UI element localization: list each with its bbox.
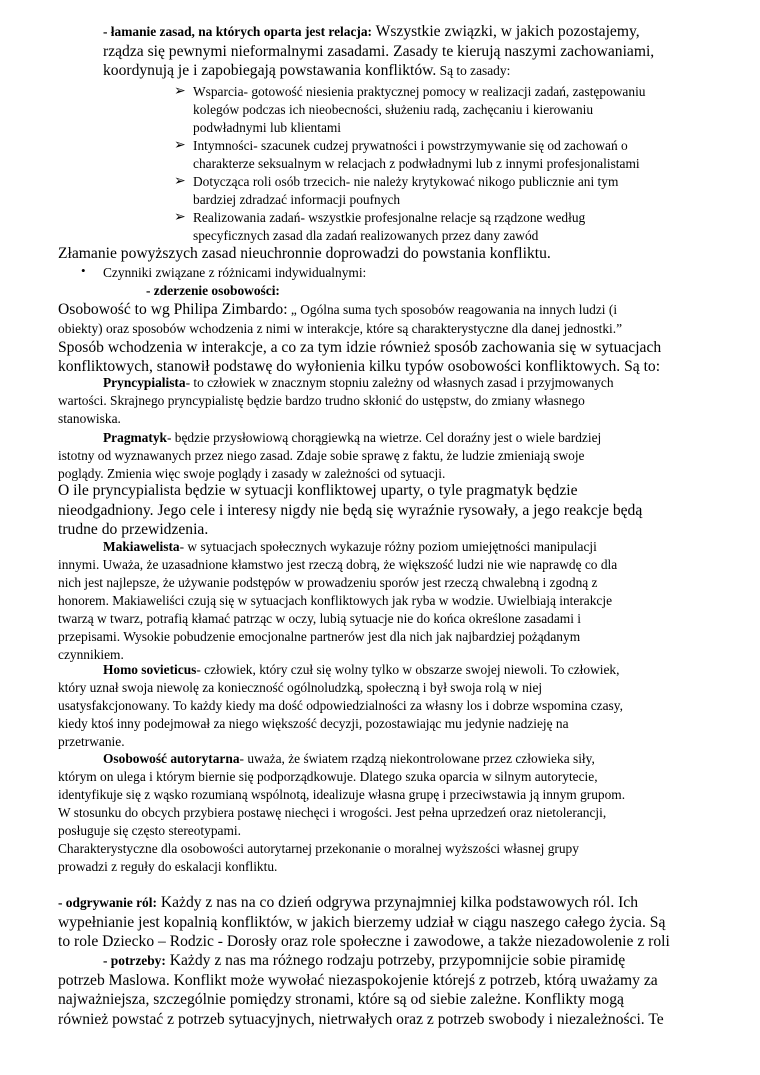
type-line: którym on ulega i którym biernie się podporządkowuje. Dlatego szuka oparcia w silnym autorytecie, bbox=[58, 769, 598, 784]
autorytarna-summary bbox=[58, 840, 579, 876]
arrow-bullet-icon: ➢ bbox=[174, 138, 186, 153]
arrow-bullet-icon: ➢ bbox=[174, 84, 186, 99]
rule-item bbox=[193, 209, 585, 245]
roles-line: to role Dziecko – Rodzic - Dorosły oraz role społeczne i zawodowe, a także niezadowolenie z roli bbox=[58, 933, 670, 950]
summary-line: prowadzi z reguły do eskalacji konfliktu. bbox=[58, 859, 278, 874]
type-pragmatyk bbox=[58, 429, 601, 483]
type-line: - uważa, że światem rządzą niekontrolowane przez człowieka siły, bbox=[239, 751, 595, 766]
zimbardo-block bbox=[58, 300, 661, 377]
needs-label: - potrzeby: bbox=[103, 953, 166, 968]
type-line: posługuje się często stereotypami. bbox=[58, 823, 241, 838]
rule-line: podwładnymi lub klientami bbox=[193, 120, 342, 135]
rule-item bbox=[193, 173, 618, 209]
type-line: przepisami. Wysokie pobudzenie emocjonalne partnerów jest dla nich jak najbardziej pożądanym bbox=[58, 629, 581, 644]
type-line: istotny od wyznawanych przez niego zasad. Zdaje sobie sprawę z faktu, że ludzie zmieniają swoje bbox=[58, 448, 585, 463]
intro-line: Są to zasady: bbox=[436, 63, 511, 78]
roles-label: - odgrywanie ról: bbox=[58, 895, 157, 910]
type-homo-sovieticus bbox=[58, 661, 623, 751]
type-name: Makiawelista bbox=[103, 539, 180, 554]
type-makiawelista bbox=[58, 538, 617, 664]
roles-line: Każdy z nas na co dzień odgrywa przynajmniej kilka podstawowych ról. Ich bbox=[156, 894, 639, 911]
intro-line: rządza się pewnymi nieformalnymi zasadami. Zasady te kierują naszymi zachowaniami, bbox=[103, 42, 655, 60]
intro-block bbox=[103, 22, 654, 81]
individual-label: Czynniki związane z różnicami indywidualnymi: bbox=[103, 265, 367, 280]
needs-line: również powstać z potrzeb sytuacyjnych, nietrwałych oraz z potrzeb swobody i niezależności. Te bbox=[58, 1010, 664, 1028]
type-line: poglądy. Zmienia więc swoje poglądy i zasady w zależności od sytuacji. bbox=[58, 466, 446, 481]
rule-item bbox=[193, 137, 640, 173]
type-name: Pragmatyk bbox=[103, 430, 167, 445]
type-line: czynnikiem. bbox=[58, 647, 124, 662]
individual-subheading bbox=[146, 282, 280, 300]
type-line: identyfikuje się z wąsko rozumianą wspólnotą, idealizuje własna grupę i przeciwstawia ją innym grupom. bbox=[58, 787, 626, 802]
needs-line: najważniejsza, szczególnie pomiędzy stronami, które są od siebie zależne. Konflikty mogą bbox=[58, 991, 624, 1008]
rule-line: specyficznych zasad dla zadań realizowanych przez dany zawód bbox=[193, 228, 539, 243]
zimbardo-line: Osobowość to wg Philipa Zimbardo: bbox=[58, 301, 288, 318]
type-line: wartości. Skrajnego pryncypialistę będzie bardzo trudno skłonić do ustępstw, do zmiany własnego bbox=[58, 393, 585, 408]
type-name: Homo sovieticus bbox=[103, 662, 197, 677]
type-line: - to człowiek w znacznym stopniu zależny od własnych zasad i przyjmowanych bbox=[185, 375, 614, 390]
summary-line: Charakterystyczne dla osobowości autorytarnej przekonanie o moralnej wyższości własnej grupy bbox=[58, 841, 579, 856]
type-line: W stosunku do obcych przybiera postawę niechęci i wrogości. Jest pełna uprzedzeń oraz nietolerancji, bbox=[58, 805, 607, 820]
zimbardo-line: „ Ogólna suma tych sposobów reagowania na innych ludzi (i bbox=[287, 302, 618, 317]
rule-line: bardziej zdradzać informacji poufnych bbox=[193, 192, 401, 207]
comparison-line: O ile pryncypialista będzie w sytuacji konfliktowej uparty, o tyle pragmatyk będzie bbox=[58, 482, 578, 499]
type-line: - w sytuacjach społecznych wykazuje różny poziom umiejętności manipulacji bbox=[179, 539, 597, 554]
type-line: nich jest najlepsze, że używanie podstępów w prowadzeniu sporów jest rzeczą chwalebną i zgodną z bbox=[58, 575, 598, 590]
rule-line: Realizowania zadań- wszystkie profesjonalne relacje są rządzone według bbox=[193, 210, 586, 225]
rule-line: kolegów podczas ich nieobecności, służeniu radą, zachęcaniu i kierowaniu bbox=[193, 102, 594, 117]
comparison-line: trudne do przewidzenia. bbox=[58, 521, 209, 538]
bullet-dot-icon: • bbox=[81, 263, 86, 278]
zimbardo-line: obiekty) oraz sposobów wchodzenia z nimi w interakcje, które są charakterystyczne dla danej jednostki.” bbox=[58, 320, 623, 336]
zimbardo-line: Sposób wchodzenia w interakcje, a co za tym idzie również sposób zachowania się w sytuacjach bbox=[58, 338, 662, 356]
roles-line: wypełnianie jest kopalnią konfliktów, w jakich bierzemy udział w ciągu naszego całego życia. Są bbox=[58, 913, 666, 931]
type-pryncypialista bbox=[58, 374, 614, 428]
type-line: usatysfakcjonowany. To każdy kiedy ma dość odpowiedzialności za własny los i dobrze wspomina czasy, bbox=[58, 698, 623, 713]
type-line: kiedy ktoś inny podejmował za niego większość decyzji, pozostawiając mu jedynie nadzieję na bbox=[58, 716, 569, 731]
rules-conclusion: Złamanie powyższych zasad nieuchronnie doprowadzi do powstania konfliktu. bbox=[58, 245, 551, 262]
type-line: twarzą w twarz, potrafią kłamać patrząc w oczy, lubią sytuacje nie do końca określone zasadami i bbox=[58, 611, 581, 626]
type-line: honorem. Makiaweliści czują się w sytuacjach konfliktowych jak ryba w wodzie. Uwielbiają interakcje bbox=[58, 593, 613, 608]
type-line: - człowiek, który czuł się wolny tylko w obszarze swojej niewoli. To człowiek, bbox=[196, 662, 620, 677]
comparison-line: nieodgadniony. Jego cele i interesy nigdy nie będą się wyraźnie rysowały, a jego reakcje będą bbox=[58, 501, 643, 519]
needs-line: Każdy z nas ma różnego rodzaju potrzeby, przypomnijcie sobie piramidę bbox=[165, 952, 626, 969]
type-line: który uznał swoja niewolę za konieczność ogólnoludzką, społeczną i był swoja rolą w niej bbox=[58, 680, 543, 695]
zimbardo-line: konfliktowych, stanowił podstawę do wyłonienia kilku typów osobowości konfliktowych. Są to: bbox=[58, 358, 661, 375]
roles-block bbox=[58, 893, 670, 952]
arrow-bullet-icon: ➢ bbox=[174, 174, 186, 189]
rule-line: Dotycząca roli osób trzecich- nie należy krytykować nikogo publicznie ani tym bbox=[193, 174, 619, 189]
rule-line: charakterze seksualnym w relacjach z podwładnymi lub z innymi profesjonalistami bbox=[193, 156, 640, 171]
type-name: Osobowość autorytarna bbox=[103, 751, 240, 766]
intro-line: koordynują je i zapobiegają powstawania konfliktów. bbox=[103, 62, 437, 79]
rule-item bbox=[193, 83, 645, 137]
rule-line: Wsparcia- gotowość niesienia praktycznej pomocy w realizacji zadań, zastępowaniu bbox=[193, 84, 646, 99]
type-osobowosc-autorytarna bbox=[58, 750, 625, 840]
type-name: Pryncypialista bbox=[103, 375, 186, 390]
intro-heading: - łamanie zasad, na których oparta jest relacja: bbox=[103, 24, 373, 39]
arrow-bullet-icon: ➢ bbox=[174, 210, 186, 225]
subheading-text: - zderzenie osobowości: bbox=[146, 283, 280, 298]
rule-line: Intymności- szacunek cudzej prywatności i powstrzymywanie się od zachowań o bbox=[193, 138, 628, 153]
needs-block bbox=[58, 951, 664, 1029]
type-line: przetrwanie. bbox=[58, 734, 125, 749]
type-line: - będzie przysłowiową chorągiewką na wietrze. Cel doraźny jest o wiele bardziej bbox=[166, 430, 602, 445]
intro-line: Wszystkie związki, w jakich pozostajemy, bbox=[372, 23, 640, 40]
type-line: stanowiska. bbox=[58, 411, 121, 426]
type-line: innymi. Uważa, że uzasadnione kłamstwo jest rzeczą dobrą, że większość ludzi nie wie naprawdę co dla bbox=[58, 557, 618, 572]
needs-line: potrzeb Maslowa. Konflikt może wywołać niezaspokojenie którejś z potrzeb, którą uważamy za bbox=[58, 971, 658, 989]
comparison-block bbox=[58, 481, 642, 540]
